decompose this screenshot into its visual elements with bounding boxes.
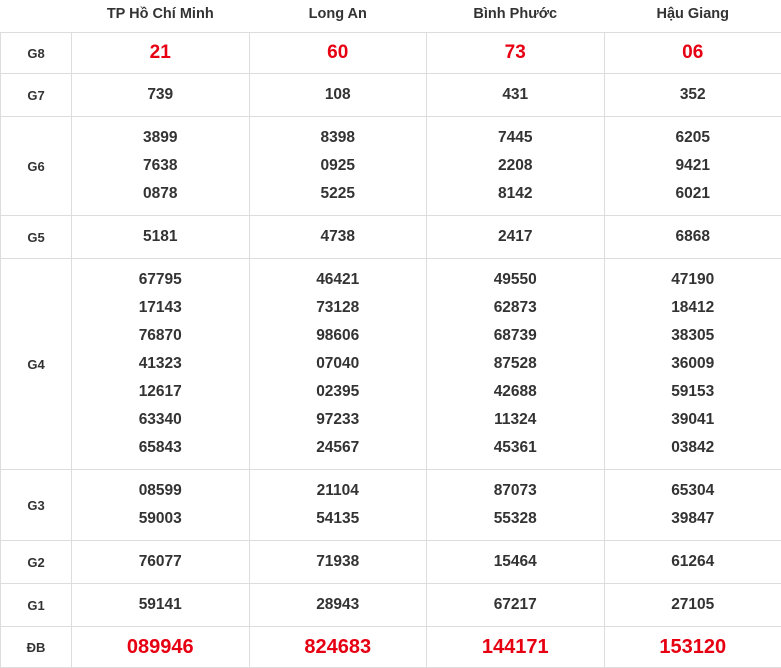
prize-numbers-cell — [249, 627, 427, 668]
prize-number: 42688 — [427, 378, 604, 406]
prize-label: G7 — [1, 74, 72, 117]
prize-numbers-cell — [427, 33, 605, 74]
prize-number: 49550 — [427, 266, 604, 294]
prize-number: 824683 — [250, 632, 427, 662]
prize-number: 7638 — [72, 152, 249, 180]
prize-number: 39041 — [605, 406, 781, 434]
table-row — [1, 216, 781, 259]
prize-label: G1 — [1, 584, 72, 627]
prize-numbers-cell — [249, 541, 427, 584]
prize-numbers-cell — [604, 584, 781, 627]
prize-numbers-cell — [72, 74, 250, 117]
prize-numbers-cell — [604, 74, 781, 117]
prize-number: 71938 — [250, 548, 427, 576]
prize-numbers-cell — [604, 541, 781, 584]
prize-number: 21104 — [250, 477, 427, 505]
prize-number: 07040 — [250, 350, 427, 378]
prize-number: 62873 — [427, 294, 604, 322]
prize-number: 6205 — [605, 124, 781, 152]
prize-number: 8142 — [427, 180, 604, 208]
prize-numbers-cell — [72, 584, 250, 627]
prize-number: 352 — [605, 81, 781, 109]
prize-numbers-cell — [427, 541, 605, 584]
table-row — [1, 470, 781, 541]
prize-number: 73128 — [250, 294, 427, 322]
prize-numbers-cell — [249, 470, 427, 541]
prize-numbers-cell — [427, 117, 605, 216]
prize-numbers-cell — [249, 584, 427, 627]
prize-number: 153120 — [605, 632, 781, 662]
prize-numbers-cell — [249, 33, 427, 74]
prize-number: 431 — [427, 81, 604, 109]
prize-number: 97233 — [250, 406, 427, 434]
prize-number: 46421 — [250, 266, 427, 294]
prize-number: 089946 — [72, 632, 249, 662]
header-province-3: Hậu Giang — [604, 0, 781, 33]
prize-label: G3 — [1, 470, 72, 541]
prize-number: 76077 — [72, 548, 249, 576]
prize-number: 02395 — [250, 378, 427, 406]
prize-number: 5225 — [250, 180, 427, 208]
prize-numbers-cell — [72, 33, 250, 74]
prize-number: 63340 — [72, 406, 249, 434]
prize-label: ĐB — [1, 627, 72, 668]
prize-number: 98606 — [250, 322, 427, 350]
prize-number: 47190 — [605, 266, 781, 294]
prize-number: 4738 — [250, 223, 427, 251]
prize-number: 54135 — [250, 505, 427, 533]
prize-number: 17143 — [72, 294, 249, 322]
prize-number: 87528 — [427, 350, 604, 378]
prize-label: G6 — [1, 117, 72, 216]
prize-number: 59003 — [72, 505, 249, 533]
table-body — [1, 33, 781, 668]
prize-numbers-cell — [427, 74, 605, 117]
prize-number: 21 — [72, 38, 249, 68]
prize-number: 0878 — [72, 180, 249, 208]
header-label-corner — [1, 0, 72, 33]
prize-number: 28943 — [250, 591, 427, 619]
prize-number: 08599 — [72, 477, 249, 505]
prize-label: G2 — [1, 541, 72, 584]
prize-number: 38305 — [605, 322, 781, 350]
prize-number: 76870 — [72, 322, 249, 350]
prize-numbers-cell — [72, 470, 250, 541]
prize-label: G8 — [1, 33, 72, 74]
table-row — [1, 627, 781, 668]
prize-number: 65304 — [605, 477, 781, 505]
table-row — [1, 117, 781, 216]
prize-numbers-cell — [249, 259, 427, 470]
prize-numbers-cell — [427, 584, 605, 627]
prize-numbers-cell — [249, 117, 427, 216]
prize-numbers-cell — [72, 259, 250, 470]
prize-number: 61264 — [605, 548, 781, 576]
prize-number: 45361 — [427, 434, 604, 462]
prize-numbers-cell — [427, 259, 605, 470]
prize-number: 6868 — [605, 223, 781, 251]
prize-numbers-cell — [249, 216, 427, 259]
header-province-2: Bình Phước — [427, 0, 605, 33]
prize-number: 55328 — [427, 505, 604, 533]
prize-number: 59153 — [605, 378, 781, 406]
prize-number: 8398 — [250, 124, 427, 152]
prize-number: 06 — [605, 38, 781, 68]
prize-number: 9421 — [605, 152, 781, 180]
prize-number: 27105 — [605, 591, 781, 619]
prize-numbers-cell — [427, 627, 605, 668]
prize-label: G4 — [1, 259, 72, 470]
prize-numbers-cell — [249, 74, 427, 117]
prize-numbers-cell — [72, 117, 250, 216]
prize-numbers-cell — [604, 259, 781, 470]
prize-number: 41323 — [72, 350, 249, 378]
prize-number: 6021 — [605, 180, 781, 208]
prize-numbers-cell — [604, 216, 781, 259]
table-header — [1, 0, 781, 33]
header-row — [1, 0, 781, 33]
table-row — [1, 541, 781, 584]
table-row — [1, 33, 781, 74]
prize-number: 18412 — [605, 294, 781, 322]
prize-number: 15464 — [427, 548, 604, 576]
prize-number: 3899 — [72, 124, 249, 152]
prize-number: 59141 — [72, 591, 249, 619]
prize-number: 24567 — [250, 434, 427, 462]
prize-label: G5 — [1, 216, 72, 259]
prize-numbers-cell — [72, 627, 250, 668]
prize-number: 739 — [72, 81, 249, 109]
prize-numbers-cell — [72, 541, 250, 584]
prize-number: 67217 — [427, 591, 604, 619]
prize-number: 67795 — [72, 266, 249, 294]
prize-number: 03842 — [605, 434, 781, 462]
prize-number: 65843 — [72, 434, 249, 462]
header-province-0: TP Hồ Chí Minh — [72, 0, 250, 33]
prize-number: 108 — [250, 81, 427, 109]
prize-number: 73 — [427, 38, 604, 68]
prize-number: 144171 — [427, 632, 604, 662]
table-row — [1, 259, 781, 470]
prize-numbers-cell — [604, 627, 781, 668]
prize-number: 11324 — [427, 406, 604, 434]
prize-number: 2417 — [427, 223, 604, 251]
prize-numbers-cell — [604, 117, 781, 216]
prize-numbers-cell — [604, 470, 781, 541]
prize-number: 7445 — [427, 124, 604, 152]
prize-number: 12617 — [72, 378, 249, 406]
prize-number: 0925 — [250, 152, 427, 180]
prize-numbers-cell — [427, 216, 605, 259]
prize-number: 39847 — [605, 505, 781, 533]
prize-number: 2208 — [427, 152, 604, 180]
prize-numbers-cell — [72, 216, 250, 259]
table-row — [1, 74, 781, 117]
table-row — [1, 584, 781, 627]
prize-numbers-cell — [604, 33, 781, 74]
prize-number: 68739 — [427, 322, 604, 350]
prize-number: 87073 — [427, 477, 604, 505]
header-province-1: Long An — [249, 0, 427, 33]
prize-numbers-cell — [427, 470, 605, 541]
prize-number: 36009 — [605, 350, 781, 378]
prize-number: 60 — [250, 38, 427, 68]
prize-number: 5181 — [72, 223, 249, 251]
